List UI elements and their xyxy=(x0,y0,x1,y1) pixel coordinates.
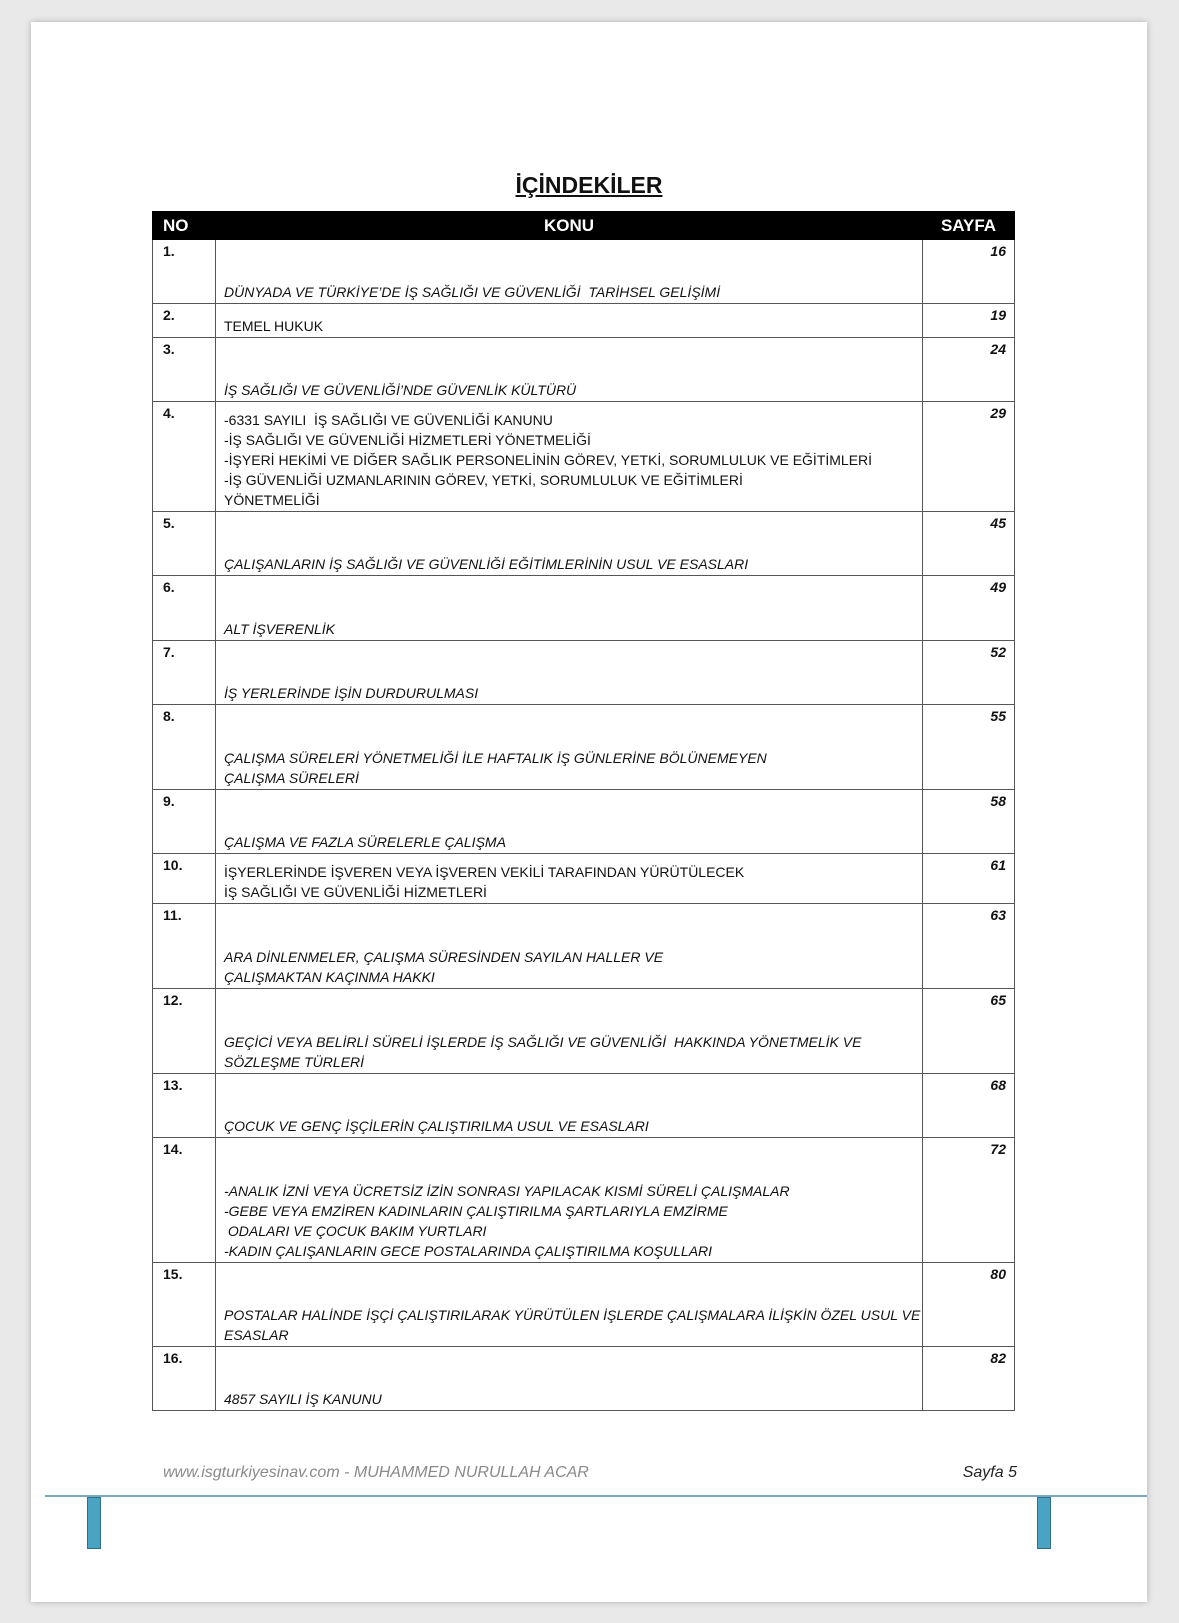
toc-row-number: 2. xyxy=(153,304,216,338)
toc-row-topic xyxy=(216,705,923,790)
toc-topic-line: -İŞ SAĞLIĞI VE GÜVENLİĞİ HİZMETLERİ YÖNETMELİĞİ xyxy=(224,432,591,448)
toc-row xyxy=(153,904,1015,989)
footer-page-number: Sayfa 5 xyxy=(962,1464,1017,1481)
toc-row-number: 11. xyxy=(153,904,216,989)
toc-header-row xyxy=(153,212,1015,240)
toc-row-topic xyxy=(216,904,923,989)
toc-row-topic xyxy=(216,1347,923,1411)
toc-row-topic xyxy=(216,304,923,338)
toc-body xyxy=(153,240,1015,1411)
toc-row-number: 16. xyxy=(153,1347,216,1411)
footer-decoration-left xyxy=(87,1497,101,1549)
toc-topic-line: ESASLAR xyxy=(224,1327,289,1343)
toc-row-number: 10. xyxy=(153,854,216,904)
toc-row-page: 63 xyxy=(923,904,1015,989)
toc-row-topic xyxy=(216,854,923,904)
toc-row xyxy=(153,402,1015,512)
toc-topic-line: ÇOCUK VE GENÇ İŞÇİLERİN ÇALIŞTIRILMA USUL VE ESASLARI xyxy=(224,1118,649,1134)
toc-row xyxy=(153,989,1015,1074)
toc-topic-line: ÇALIŞMA VE FAZLA SÜRELERLE ÇALIŞMA xyxy=(224,834,506,850)
toc-topic-line: İŞ SAĞLIĞI VE GÜVENLİĞİ’NDE GÜVENLİK KÜLTÜRÜ xyxy=(224,382,577,398)
toc-row xyxy=(153,790,1015,854)
toc-topic-line: İŞ SAĞLIĞI VE GÜVENLİĞİ HİZMETLERİ xyxy=(224,884,487,900)
toc-row xyxy=(153,641,1015,705)
toc-row xyxy=(153,304,1015,338)
toc-topic-line: -6331 SAYILI İŞ SAĞLIĞI VE GÜVENLİĞİ KANUNU xyxy=(224,412,553,428)
toc-row xyxy=(153,576,1015,641)
document-page xyxy=(31,22,1147,1602)
toc-topic-line: ARA DİNLENMELER, ÇALIŞMA SÜRESİNDEN SAYILAN HALLER VE xyxy=(224,949,664,965)
toc-row-topic xyxy=(216,989,923,1074)
toc-row-number: 9. xyxy=(153,790,216,854)
footer-author: www.isgturkiyesinav.com - MUHAMMED NURULLAH ACAR xyxy=(163,1464,589,1481)
toc-topic-line: ODALARI VE ÇOCUK BAKIM YURTLARI xyxy=(224,1223,487,1239)
toc-topic-line: -İŞ GÜVENLİĞİ UZMANLARININ GÖREV, YETKİ, SORUMLULUK VE EĞİTİMLERİ xyxy=(224,472,743,488)
toc-topic-line: ALT İŞVERENLİK xyxy=(224,621,336,637)
toc-topic-line: TEMEL HUKUK xyxy=(224,318,324,334)
toc-row-page: 82 xyxy=(923,1347,1015,1411)
toc-row-page: 29 xyxy=(923,402,1015,512)
toc-row-page: 61 xyxy=(923,854,1015,904)
toc-row-topic xyxy=(216,512,923,576)
toc-row-page: 55 xyxy=(923,705,1015,790)
document-title: İÇİNDEKİLER xyxy=(515,172,663,198)
toc-topic-line: DÜNYADA VE TÜRKİYE’DE İŞ SAĞLIĞI VE GÜVENLİĞİ TARİHSEL GELİŞİMİ xyxy=(224,284,721,300)
toc-topic-line: -KADIN ÇALIŞANLARIN GECE POSTALARINDA ÇALIŞTIRILMA KOŞULLARI xyxy=(224,1243,713,1259)
toc-topic-line: -GEBE VEYA EMZİREN KADINLARIN ÇALIŞTIRILMA ŞARTLARIYLA EMZİRME xyxy=(224,1203,728,1219)
toc-topic-line: ÇALIŞANLARIN İŞ SAĞLIĞI VE GÜVENLİĞİ EĞİTİMLERİNİN USUL VE ESASLARI xyxy=(224,556,749,572)
toc-row-page: 49 xyxy=(923,576,1015,641)
header-no: NO xyxy=(153,212,216,240)
toc-table xyxy=(152,211,1015,1411)
toc-topic-line: ÇALIŞMA SÜRELERİ xyxy=(224,770,359,786)
toc-row-topic xyxy=(216,1263,923,1347)
toc-row xyxy=(153,705,1015,790)
toc-row-number: 3. xyxy=(153,338,216,402)
toc-row-topic xyxy=(216,576,923,641)
toc-row-number: 7. xyxy=(153,641,216,705)
toc-row-topic xyxy=(216,1138,923,1263)
toc-row-page: 72 xyxy=(923,1138,1015,1263)
toc-row xyxy=(153,854,1015,904)
toc-topic-line: POSTALAR HALİNDE İŞÇİ ÇALIŞTIRILARAK YÜRÜTÜLEN İŞLERDE ÇALIŞMALARA İLİŞKİN ÖZEL USUL VE xyxy=(224,1307,921,1323)
toc-row xyxy=(153,1347,1015,1411)
toc-row xyxy=(153,1074,1015,1138)
toc-topic-line: GEÇİCİ VEYA BELİRLİ SÜRELİ İŞLERDE İŞ SAĞLIĞI VE GÜVENLİĞİ HAKKINDA YÖNETMELİK VE xyxy=(224,1034,862,1050)
toc-row xyxy=(153,240,1015,304)
toc-row xyxy=(153,1138,1015,1263)
toc-topic-line: İŞYERLERİNDE İŞVEREN VEYA İŞVEREN VEKİLİ TARAFINDAN YÜRÜTÜLECEK xyxy=(224,864,745,880)
toc-row-page: 58 xyxy=(923,790,1015,854)
toc-topic-line: ÇALIŞMA SÜRELERİ YÖNETMELİĞİ İLE HAFTALIK İŞ GÜNLERİNE BÖLÜNEMEYEN xyxy=(224,750,767,766)
toc-row-topic xyxy=(216,240,923,304)
toc-row-page: 80 xyxy=(923,1263,1015,1347)
toc-topic-line: -İŞYERİ HEKİMİ VE DİĞER SAĞLIK PERSONELİNİN GÖREV, YETKİ, SORUMLULUK VE EĞİTİMLERİ xyxy=(224,452,873,468)
toc-row-topic xyxy=(216,402,923,512)
toc-row-page: 24 xyxy=(923,338,1015,402)
toc-topic-line: SÖZLEŞME TÜRLERİ xyxy=(224,1054,365,1070)
toc-row-number: 15. xyxy=(153,1263,216,1347)
toc-row-topic xyxy=(216,641,923,705)
toc-row-page: 65 xyxy=(923,989,1015,1074)
footer-decoration-right xyxy=(1037,1497,1051,1549)
toc-row-number: 5. xyxy=(153,512,216,576)
toc-row-number: 8. xyxy=(153,705,216,790)
toc-row xyxy=(153,512,1015,576)
toc-row-page: 68 xyxy=(923,1074,1015,1138)
toc-row-number: 14. xyxy=(153,1138,216,1263)
toc-topic-line: ÇALIŞMAKTAN KAÇINMA HAKKI xyxy=(224,969,435,985)
toc-row-number: 13. xyxy=(153,1074,216,1138)
toc-row-page: 16 xyxy=(923,240,1015,304)
toc-row-number: 4. xyxy=(153,402,216,512)
toc-topic-line: 4857 SAYILI İŞ KANUNU xyxy=(224,1391,382,1407)
footer-rule xyxy=(45,1495,1147,1497)
toc-topic-line: -ANALIK İZNİ VEYA ÜCRETSİZ İZİN SONRASI YAPILACAK KISMİ SÜRELİ ÇALIŞMALAR xyxy=(224,1183,790,1199)
toc-topic-line: YÖNETMELİĞİ xyxy=(224,492,320,508)
header-konu: KONU xyxy=(216,212,923,240)
header-sayfa: SAYFA xyxy=(923,212,1015,240)
toc-row-topic xyxy=(216,790,923,854)
toc-row xyxy=(153,1263,1015,1347)
toc-row-number: 6. xyxy=(153,576,216,641)
toc-row-page: 45 xyxy=(923,512,1015,576)
toc-row-page: 19 xyxy=(923,304,1015,338)
toc-row-page: 52 xyxy=(923,641,1015,705)
toc-row xyxy=(153,338,1015,402)
toc-row-topic xyxy=(216,338,923,402)
toc-row-number: 1. xyxy=(153,240,216,304)
toc-row-number: 12. xyxy=(153,989,216,1074)
toc-topic-line: İŞ YERLERİNDE İŞİN DURDURULMASI xyxy=(224,685,479,701)
toc-row-topic xyxy=(216,1074,923,1138)
